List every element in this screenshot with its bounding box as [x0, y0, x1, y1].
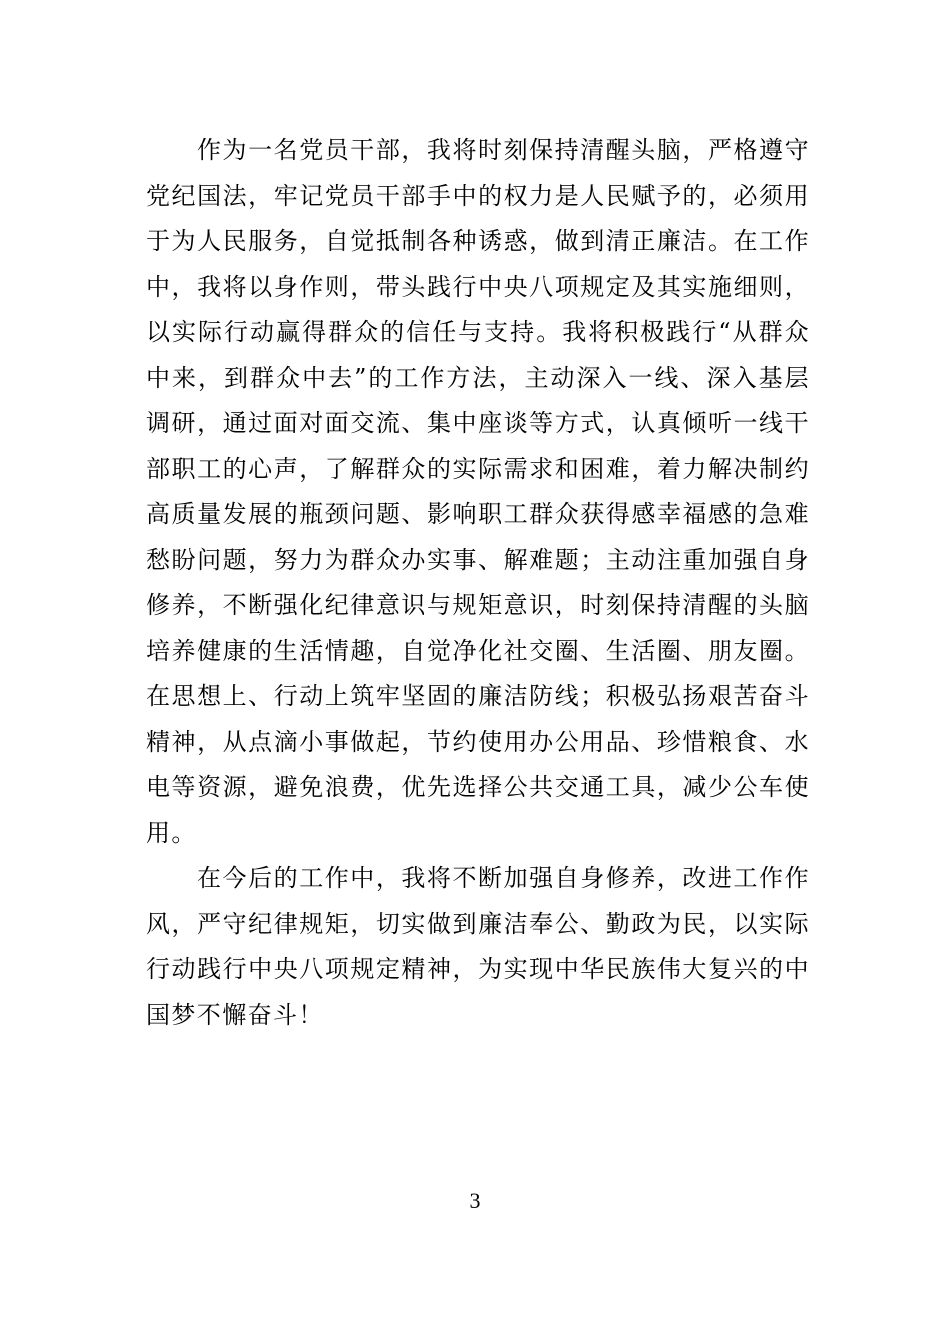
paragraph-2: 在今后的工作中，我将不断加强自身修养，改进工作作风，严守纪律规矩，切实做到廉洁奉公、勤政为民，以实际行动践行中央八项规定精神，为实现中华民族伟大复兴的中国梦不懈奋斗！ — [146, 864, 810, 1029]
body-text — [146, 128, 810, 1038]
paragraph-1: 作为一名党员干部，我将时刻保持清醒头脑，严格遵守党纪国法，牢记党员干部手中的权力是人民赋予的，必须用于为人民服务，自觉抵制各种诱惑，做到清正廉洁。在工作中，我将以身作则，带头践行中央八项规定及其实施细则，以实际行动赢得群众的信任与支持。我将积极践行“从群众中来，到群众中去”的工作方法，主动深入一线、深入基层调研，通过面对面交流、集中座谈等方式，认真倾听一线干部职工的心声，了解群众的实际需求和困难，着力解决制约高质量发展的瓶颈问题、影响职工群众获得感幸福感的急难愁盼问题，努力为群众办实事、解难题；主动注重加强自身修养，不断强化纪律意识与规矩意识，时刻保持清醒的头脑培养健康的生活情趣，自觉净化社交圈、生活圈、朋友圈。在思想上、行动上筑牢坚固的廉洁防线；积极弘扬艰苦奋斗精神，从点滴小事做起，节约使用办公用品、珍惜粮食、水电等资源，避免浪费，优先选择公共交通工具，减少公车使用。 — [146, 136, 810, 847]
page-number: 3 — [469, 1188, 481, 1213]
